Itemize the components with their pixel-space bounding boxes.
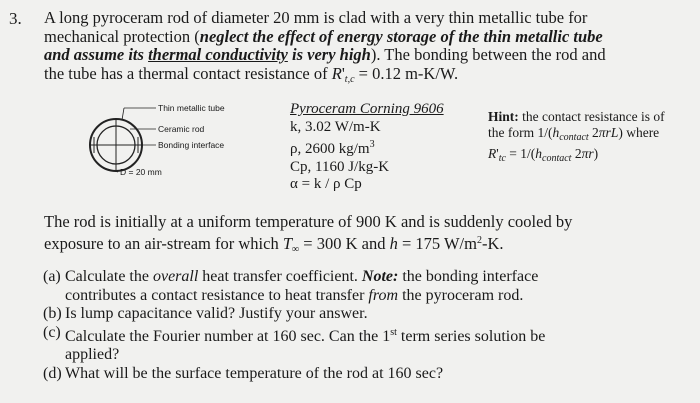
question-a: (a) Calculate the overall heat transfer coefficient. Note: the bonding interface contributes a contact resistance to heat transfer from the pyroceram rod. [43,268,539,304]
thin-metallic-tube-label: Thin metallic tube [158,103,225,113]
intro-line-2: mechanical protection (neglect the effect of energy storage of the thin metallic tube [44,26,603,46]
conditions-line-1: The rod is initially at a uniform temperature of 900 K and is suddenly cooled by [44,212,573,231]
hint-line-1: Hint: the contact resistance is of [488,109,665,124]
intro-line-1: A long pyroceram rod of diameter 20 mm is clad with a very thin metallic tube for [44,8,588,27]
specific-heat: Cp, 1160 J/kg-K [290,158,390,175]
problem-intro [44,9,606,89]
density: ρ, 2600 $kg/m^3$ [290,139,375,157]
material-title: Pyroceram Corning 9606 [290,101,444,117]
question-d: (d) What will be the surface temperature of the rod at 160 sec? [43,364,444,382]
material-properties [290,101,444,194]
thermal-diffusivity: α = k / ρ Cp [290,176,362,192]
rod-cross-section-diagram [78,100,278,190]
question-b: (b) Is lump capacitance valid? Justify your answer. [43,305,368,323]
question-list [43,268,545,384]
hint-line-3: $R'_{tc} = 1/(h_{contact}$ 2πr) [488,146,599,164]
diameter-label: D = 20 mm [120,167,162,177]
intro-line-3: and assume its thermal conductivity is very high). The bonding between the rod and [44,45,606,65]
hint-line-2: the form $1/(h_{contact}$ 2πrL) where [488,125,660,143]
conditions-line-2: exposure to an air-stream for which $T_\infty = 300$ K and h = 175 $W/m^2-K$. [44,233,504,255]
bonding-interface-label: Bonding interface [158,140,225,150]
initial-conditions [44,213,572,259]
ceramic-rod-label: Ceramic rod [158,124,205,134]
intro-line-4: the tube has a thermal contact resistance of $R'_{t,c} = 0.12$ m-K/W. [44,63,459,85]
thermal-conductivity: k, 3.02 W/m-K [290,118,381,135]
question-c: (c) Calculate the Fourier number at 160 sec. Can the 1st term series solution be applied? [43,323,546,364]
hint-box [488,109,665,167]
problem-number: 3. [9,9,22,28]
